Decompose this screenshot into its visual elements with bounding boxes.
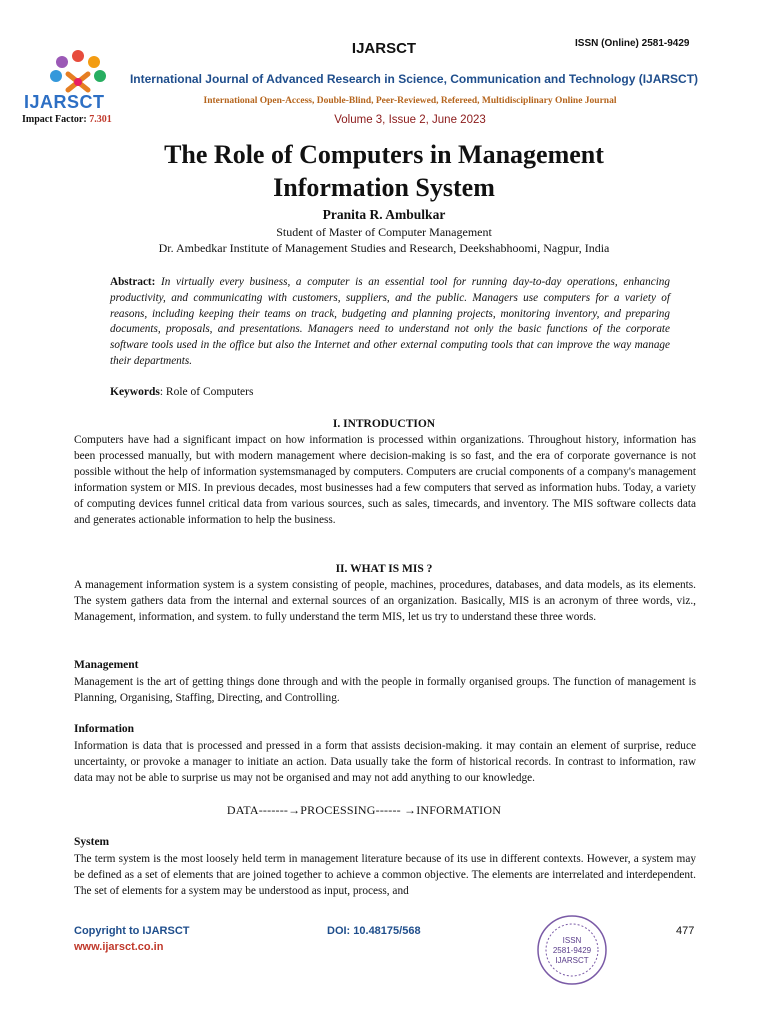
- volume-issue: Volume 3, Issue 2, June 2023: [334, 114, 486, 126]
- seal-line-2: 2581-9429: [552, 946, 592, 955]
- issn-seal: [536, 914, 608, 986]
- introduction-paragraph: Computers have had a significant impact on how information is processed within organizations. Throughout history, information has been processed manually, but with modern management where decision-making is so fast, and the era of corporate governance is not possible without the help of information systemsmanaged by computers. Computers are crucial components of a company's management information system or MIS. In previous decades, most businesses had a few computers that served as information hubs. Today, a variety of computing devices funnel critical data from various sources, such as sales, timecards, and inventory. The MIS software collects data and generates actionable information to help the business.: [74, 434, 696, 526]
- keywords-text: : Role of Computers: [159, 386, 254, 398]
- data-flow-line: DATA-------→PROCESSING------ →INFORMATION: [226, 803, 502, 817]
- footer-website-link[interactable]: www.ijarsct.co.in: [74, 941, 164, 953]
- journal-full-name: International Journal of Advanced Research in Science, Communication and Technology (IJARSCT): [129, 72, 699, 86]
- section-heading-what-is-mis: II. WHAT IS MIS ?: [335, 563, 433, 575]
- seal-line-1: ISSN: [562, 936, 582, 945]
- title-line-1: The Role of Computers in Management: [164, 140, 604, 169]
- author-name: Pranita R. Ambulkar: [322, 207, 446, 222]
- keywords: [110, 386, 253, 398]
- issn: ISSN (Online) 2581-9429: [575, 38, 690, 49]
- abstract-label: Abstract:: [110, 276, 156, 288]
- affiliation-2: Dr. Ambedkar Institute of Management Studies and Research, Deekshabhoomi, Nagpur, India: [158, 241, 610, 255]
- paper-title: [0, 138, 768, 204]
- impact-label: Impact Factor:: [22, 114, 87, 125]
- abstract: [110, 275, 670, 370]
- mis-paragraph: A management information system is a system consisting of people, machines, procedures, databases, and data models, as its elements. The system gathers data from the internal and external sources of an organization. Basically, MIS is an acronym of three words, viz., Management, information, and system. to fully understand the term MIS, let us try to understand these three words.: [74, 579, 696, 623]
- impact-value: 7.301: [89, 114, 112, 125]
- section-heading-introduction: I. INTRODUCTION: [332, 418, 436, 430]
- system-paragraph: The term system is the most loosely held term in management literature because of its use in different contexts. However, a system may be defined as a set of elements that are joined together to achieve a common objective. The elements are interrelated and interdependent. The set of elements for a system may be understood as input, process, and: [74, 853, 696, 897]
- journal-tagline: International Open-Access, Double-Blind, Peer-Reviewed, Refereed, Multidisciplinary Online Journal: [203, 96, 617, 106]
- affiliation-1: Student of Master of Computer Management: [276, 225, 492, 239]
- footer-copyright: Copyright to IJARSCT: [74, 925, 190, 937]
- page-number: 477: [676, 925, 695, 937]
- logo-text: IJARSCT: [24, 92, 105, 112]
- information-paragraph: Information is data that is processed and pressed in a form that assists decision-making. it may contain an element of surprise, reduce uncertainty, or provoke a manager to initiate an action. Data usually take the form of historical records. In contrast to information, raw data may not be able to surprise us may not be organised and may not add anything to our knowledge.: [74, 740, 696, 784]
- keywords-label: Keywords: [110, 386, 160, 398]
- seal-line-3: IJARSCT: [555, 956, 589, 965]
- title-line-2: Information System: [273, 173, 495, 202]
- subheading-information: Information: [74, 723, 135, 735]
- management-paragraph: Management is the art of getting things done through and with the people in formally organised groups. The function of management is Planning, Organising, Staffing, Directing, and Controlling.: [74, 676, 696, 704]
- subheading-management: Management: [74, 659, 139, 671]
- subheading-system: System: [74, 836, 110, 848]
- footer-doi: DOI: 10.48175/568: [327, 925, 421, 937]
- abstract-text: In virtually every business, a computer is an essential tool for running day-to-day operations, enhancing productivity, and communicating with customers, suppliers, and the public. Managers use computers for a variety of reasons, including keeping their teams on track, budgeting and planning projects, monitoring inventory, and preparing documents, proposals, and presentations. Managers need to understand not only the basic functions of the corporate software tools used in the office but also the Internet and other external computing tools that can improve the way manage their departments.: [110, 276, 670, 367]
- journal-brand: IJARSCT: [351, 40, 417, 57]
